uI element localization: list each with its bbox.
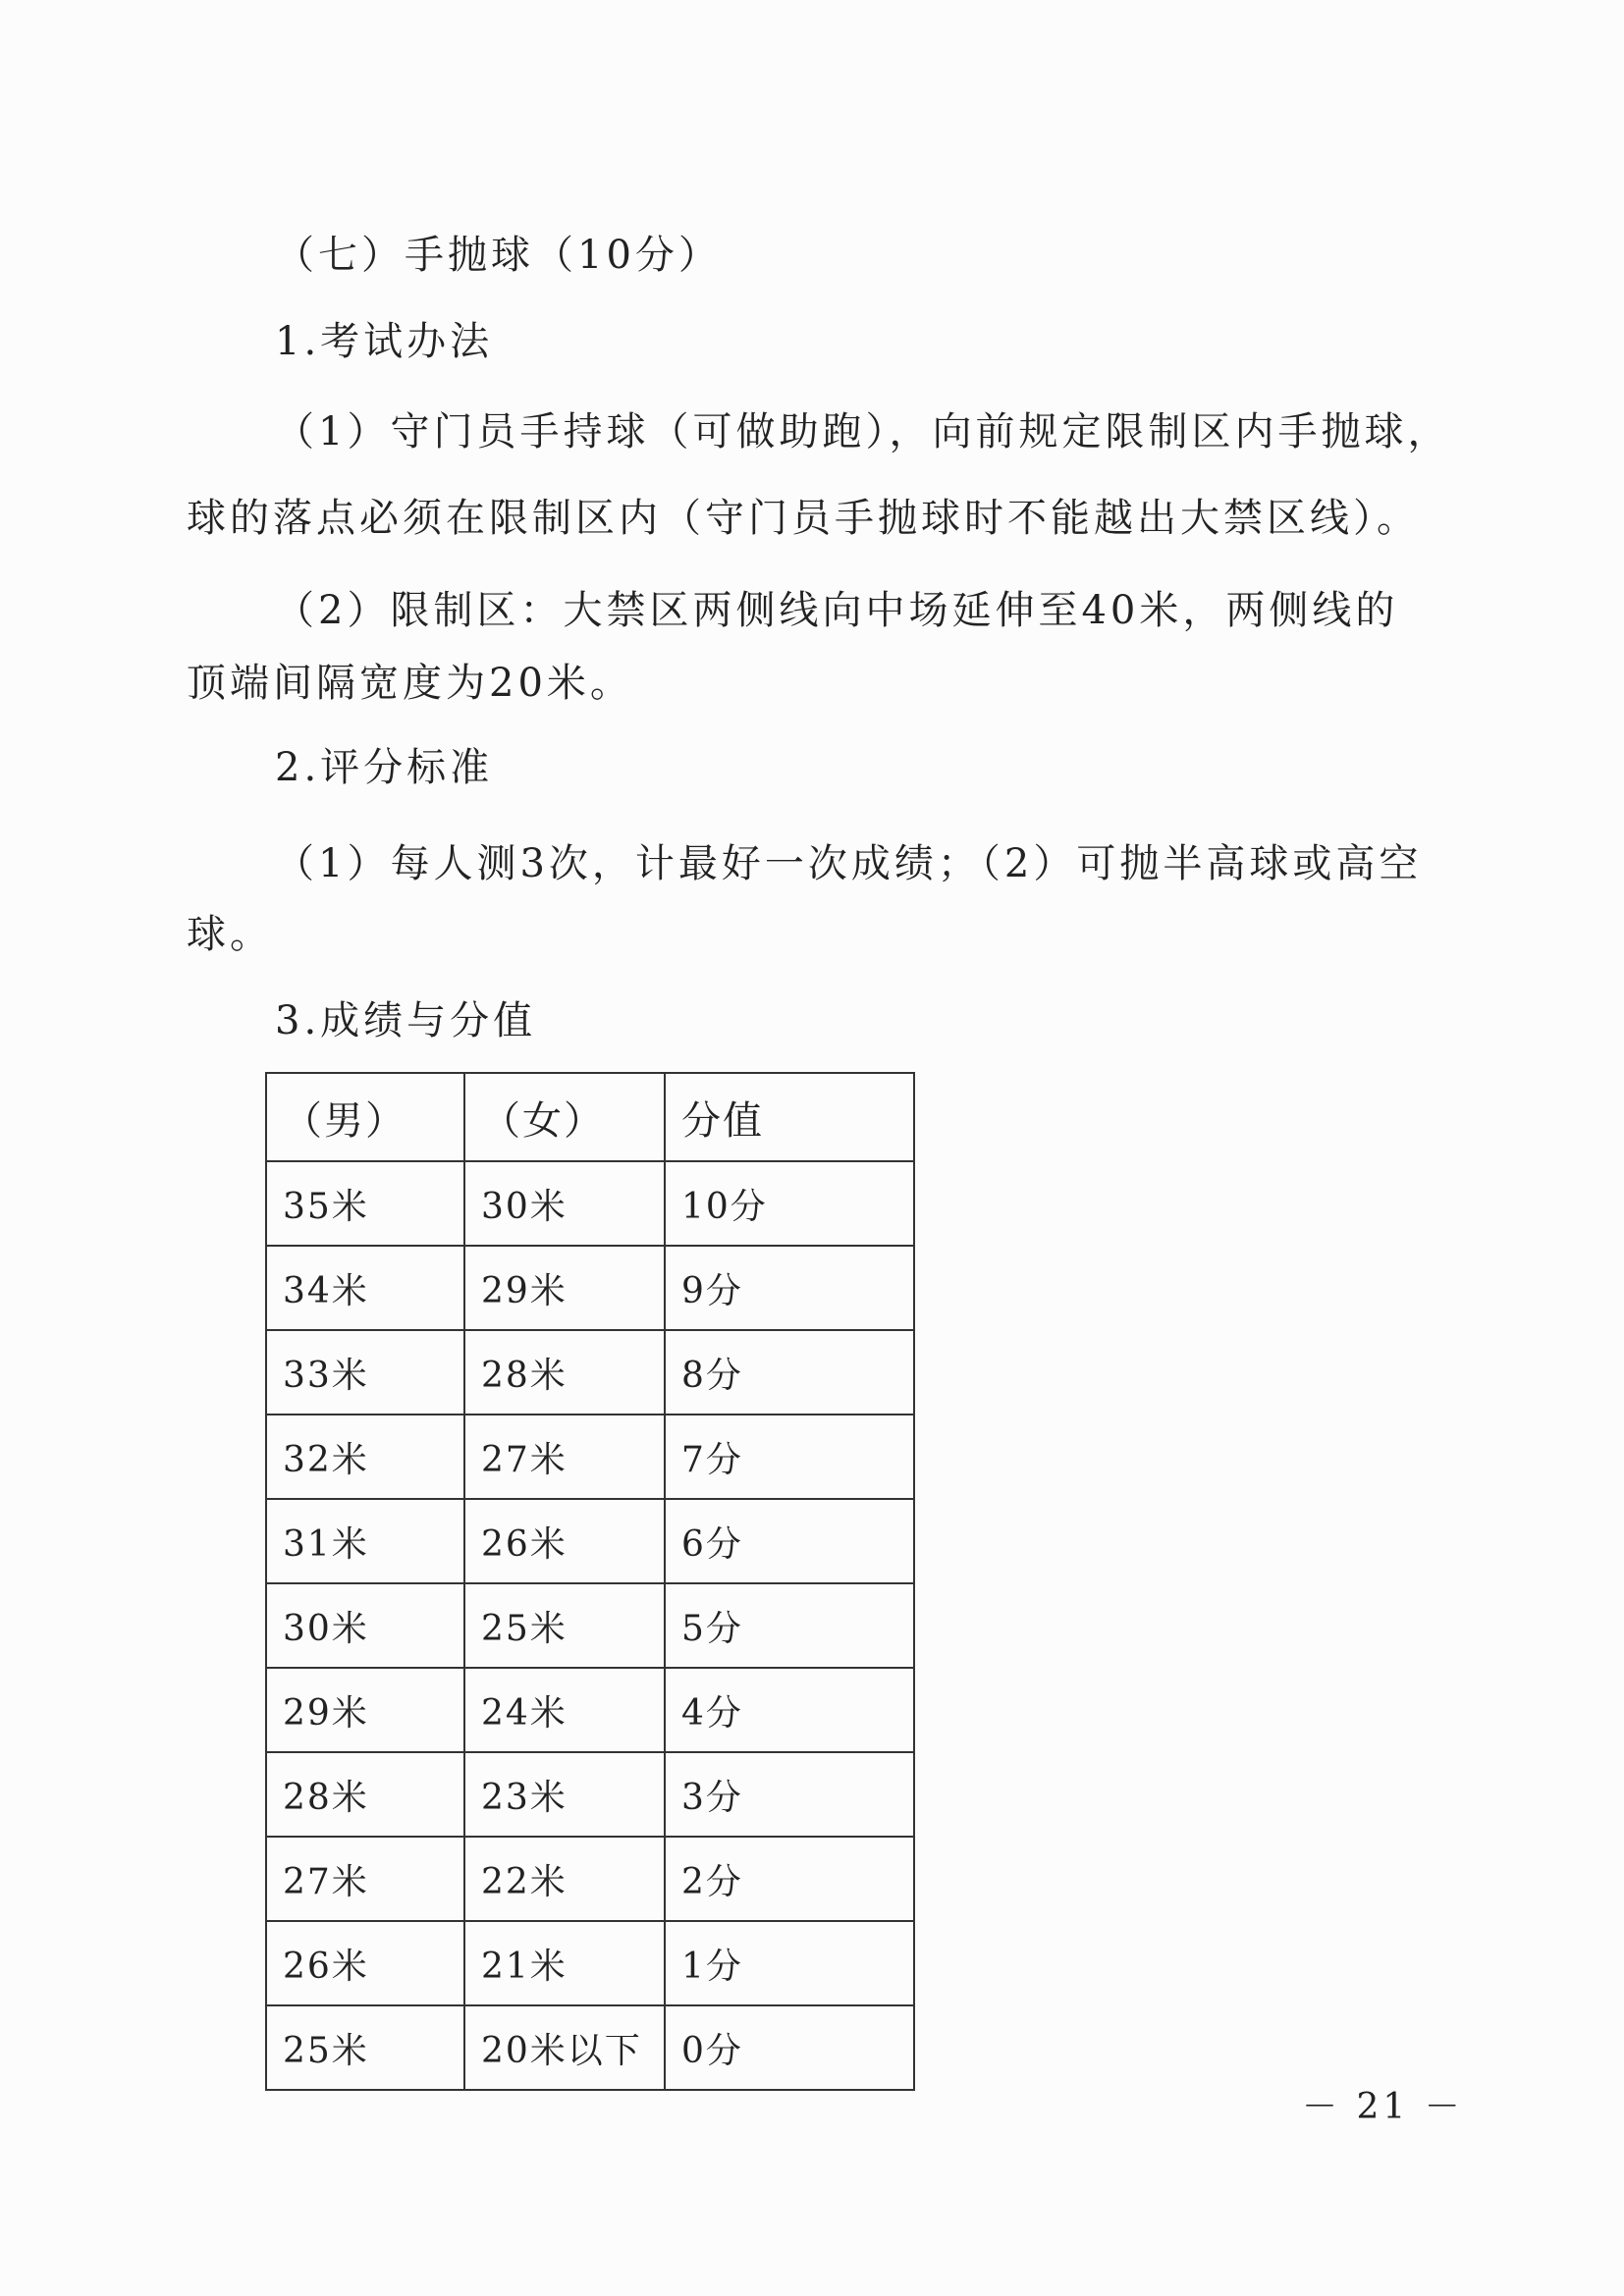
cell-female: 25米 xyxy=(464,1583,665,1668)
cell-score: 3分 xyxy=(665,1752,914,1837)
cell-female: 26米 xyxy=(464,1499,665,1583)
cell-male: 34米 xyxy=(266,1246,464,1330)
cell-score: 9分 xyxy=(665,1246,914,1330)
paragraph-3-line-2: 球。 xyxy=(187,912,273,957)
paragraph-1-line-1: （1）守门员手持球（可做助跑），向前规定限制区内手抛球， xyxy=(275,409,1451,454)
cell-male: 29米 xyxy=(266,1668,464,1752)
table-row xyxy=(266,1415,914,1499)
cell-female: 30米 xyxy=(464,1161,665,1246)
table-row xyxy=(266,1921,914,2005)
page-number: － 21 － xyxy=(1302,2087,1464,2127)
cell-male: 31米 xyxy=(266,1499,464,1583)
paragraph-2-line-2: 顶端间隔宽度为20米。 xyxy=(187,661,633,706)
table-row xyxy=(266,1837,914,1921)
cell-score: 1分 xyxy=(665,1921,914,2005)
paragraph-3-line-1: （1）每人测3次，计最好一次成绩；（2）可抛半高球或高空 xyxy=(275,841,1423,886)
table-row xyxy=(266,1752,914,1837)
cell-score: 4分 xyxy=(665,1668,914,1752)
cell-male: 33米 xyxy=(266,1330,464,1415)
cell-female: 23米 xyxy=(464,1752,665,1837)
cell-female: 27米 xyxy=(464,1415,665,1499)
cell-score: 6分 xyxy=(665,1499,914,1583)
paragraph-1-line-2: 球的落点必须在限制区内（守门员手抛球时不能越出大禁区线）。 xyxy=(187,496,1420,541)
cell-female: 24米 xyxy=(464,1668,665,1752)
heading-exam-method: 1.考试办法 xyxy=(275,319,494,364)
header-female: （女） xyxy=(464,1073,665,1161)
cell-male: 25米 xyxy=(266,2005,464,2090)
cell-female: 20米以下 xyxy=(464,2005,665,2090)
cell-score: 10分 xyxy=(665,1161,914,1246)
cell-score: 0分 xyxy=(665,2005,914,2090)
heading-scoring-standard: 2.评分标准 xyxy=(275,745,494,790)
cell-male: 35米 xyxy=(266,1161,464,1246)
table-row xyxy=(266,2005,914,2090)
cell-male: 30米 xyxy=(266,1583,464,1668)
table-row xyxy=(266,1583,914,1668)
cell-male: 32米 xyxy=(266,1415,464,1499)
cell-score: 2分 xyxy=(665,1837,914,1921)
header-score: 分值 xyxy=(665,1073,914,1161)
table-header-row xyxy=(266,1073,914,1161)
cell-score: 8分 xyxy=(665,1330,914,1415)
table-row xyxy=(266,1161,914,1246)
cell-female: 28米 xyxy=(464,1330,665,1415)
cell-male: 26米 xyxy=(266,1921,464,2005)
table-row xyxy=(266,1330,914,1415)
cell-score: 5分 xyxy=(665,1583,914,1668)
cell-female: 29米 xyxy=(464,1246,665,1330)
table-row xyxy=(266,1246,914,1330)
table-row xyxy=(266,1499,914,1583)
section-title: （七）手抛球（10分） xyxy=(275,233,722,278)
cell-female: 22米 xyxy=(464,1837,665,1921)
score-table xyxy=(265,1072,915,2091)
cell-score: 7分 xyxy=(665,1415,914,1499)
table-row xyxy=(266,1668,914,1752)
cell-male: 27米 xyxy=(266,1837,464,1921)
header-male: （男） xyxy=(266,1073,464,1161)
cell-female: 21米 xyxy=(464,1921,665,2005)
paragraph-2-line-1: （2）限制区：大禁区两侧线向中场延伸至40米，两侧线的 xyxy=(275,588,1399,633)
cell-male: 28米 xyxy=(266,1752,464,1837)
heading-score-table: 3.成绩与分值 xyxy=(275,998,537,1043)
